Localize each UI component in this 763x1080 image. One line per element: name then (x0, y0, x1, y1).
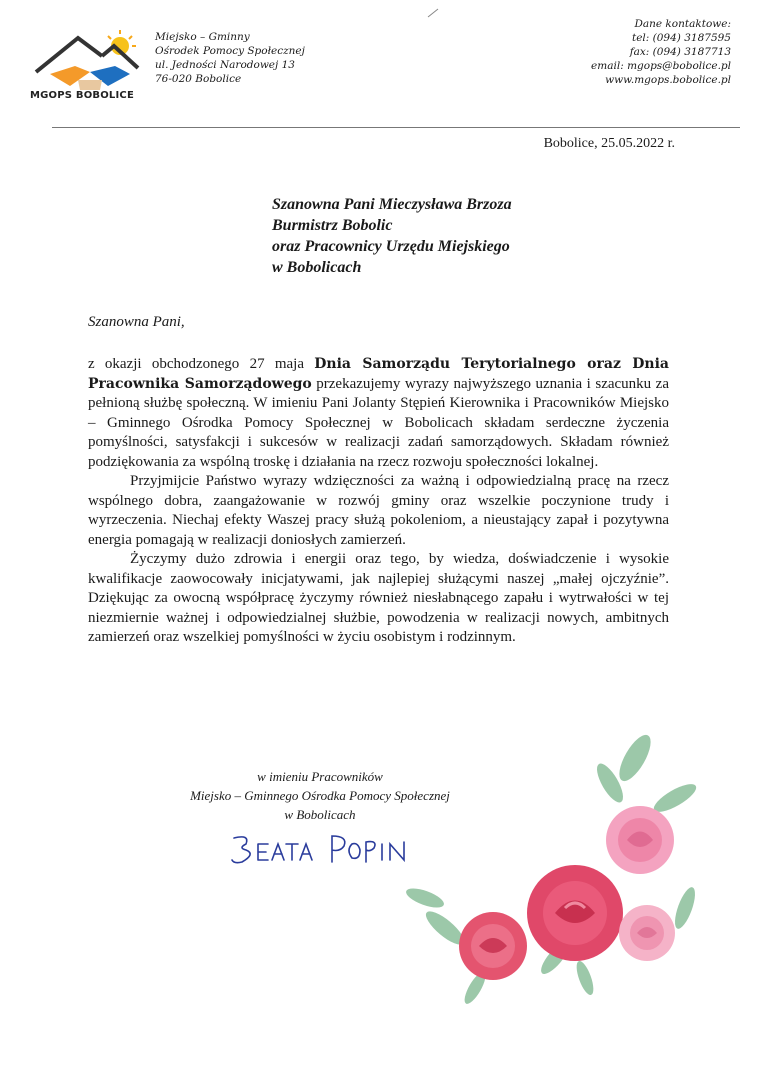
p1-bold: Dnia Samorządu Terytorialnego oraz Dnia Pracownika Samorządowego (88, 356, 669, 392)
org-line: Ośrodek Pomocy Społecznej (155, 45, 305, 57)
closing-line: Miejsko – Gminnego Ośrodka Pomocy Społecznej (190, 788, 450, 803)
letter-date: Bobolice, 25.05.2022 r. (543, 136, 675, 151)
header-divider (52, 127, 740, 128)
roses-decoration-icon (385, 728, 705, 1018)
recipient-block (272, 194, 512, 278)
organization-address (155, 30, 305, 86)
org-line: Miejsko – Gminny (155, 31, 250, 43)
paragraph-3: Życzymy dużo zdrowia i energii oraz tego, by wiedza, doświadczenie i wysokie kwalifikacje zaowocowały inicjatywami, jak najlepiej służącymi naszej „małej ojczyźnie”. Dziękując za owocną współpracę życzymy również niesłabnącego zapału i wytrwałości w tej niezmiernie ważnej i odpowiedzialnej służbie, powodzenia w realizacji nowych, ambitnych zamierzeń oraz wszelkiej pomyślności w życiu osobistym i rodzinnym. (88, 551, 669, 645)
contact-line: www.mgops.bobolice.pl (605, 74, 731, 86)
closing-line: w imieniu Pracowników (257, 769, 383, 784)
paragraph-2: Przyjmijcie Państwo wyrazy wdzięczności za ważną i odpowiedzialną pracę na rzecz wspólnego dobra, zaangażowanie w rozwój gminy oraz wszelkie poczynione trudy i wyrzeczenia. Niechaj efekty Waszej pracy służą pokoleniom, a nieustający zapał i pozytywna energia pomagają w realizacji doniosłych zamierzeń. (88, 473, 669, 548)
recipient-line: w Bobolicach (272, 259, 362, 276)
pen-mark-icon (426, 8, 440, 18)
contact-line: fax: (094) 3187713 (629, 46, 731, 58)
org-line: ul. Jedności Narodowej 13 (155, 59, 295, 71)
logo-text: MGOPS BOBOLICE (30, 90, 134, 101)
letter-body (88, 355, 669, 648)
p1-rest: przekazujemy wyrazy najwyższego uznania i szacunku za pełnioną służbę społeczną. W imieniu Pani Jolanty Stępień Kierownika i Pracowników Miejsko – Gminnego Ośrodka Pomocy Społecznej w Bobolicach składam serdeczne życzenia pomyślności, satysfakcji i sukcesów w realizacji zadań samorządowych. Składam również podziękowania za wspólną troskę i działania na rzecz rozwoju społeczności lokalnej. (88, 375, 669, 470)
contact-line: Dane kontaktowe: (634, 18, 731, 30)
closing-line: w Bobolicach (284, 807, 356, 822)
contact-details (591, 17, 731, 87)
greeting: Szanowna Pani, (88, 314, 185, 330)
recipient-line: Burmistrz Bobolic (272, 217, 393, 234)
contact-line: email: mgops@bobolice.pl (591, 60, 731, 72)
org-line: 76-020 Bobolice (155, 73, 242, 85)
p1-start: z okazji obchodzonego 27 maja (88, 356, 315, 372)
recipient-line: oraz Pracownicy Urzędu Miejskiego (272, 238, 510, 255)
contact-line: tel: (094) 3187595 (631, 32, 731, 44)
paragraph-1 (88, 355, 669, 472)
recipient-line: Szanowna Pani Mieczysława Brzoza (272, 196, 512, 213)
